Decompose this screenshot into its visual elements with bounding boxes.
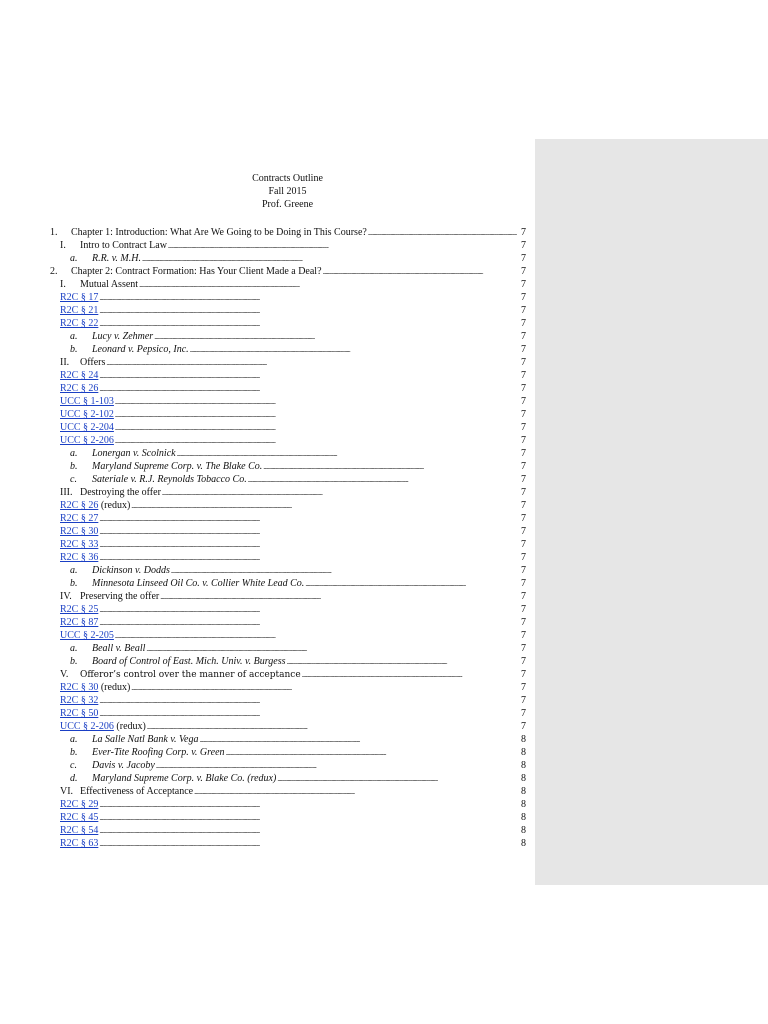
toc-entry-title	[60, 291, 98, 304]
toc-entry-text-line	[60, 317, 518, 331]
dot-leader	[162, 486, 517, 500]
toc-page-number: 8	[521, 812, 526, 823]
comment-margin-pane	[535, 139, 768, 885]
toc-page-number: 7	[521, 357, 526, 368]
toc-entry-title: Lonergan v. Scolnick	[92, 448, 176, 459]
toc-entry[interactable]	[50, 759, 526, 772]
dot-leader	[190, 343, 517, 357]
statute-link[interactable]: R2C § 36	[60, 552, 99, 563]
toc-link-row[interactable]	[50, 525, 526, 538]
toc-page-number: 7	[521, 409, 526, 420]
toc-entry-title	[60, 538, 98, 551]
dot-leader	[302, 668, 517, 682]
toc-entry-title	[60, 317, 98, 330]
toc-entry-title: Ever-Tite Roofing Corp. v. Green	[92, 747, 225, 758]
toc-link-row[interactable]	[50, 629, 526, 642]
toc-entry-title: Chapter 2: Contract Formation: Has Your Client Made a Deal?	[71, 266, 322, 277]
toc-entry-title	[60, 616, 98, 629]
toc-entry-text-line	[60, 603, 518, 617]
toc-entry-text-line	[92, 733, 518, 747]
statute-link[interactable]: R2C § 17	[60, 292, 99, 303]
toc-entry-text-line	[92, 655, 518, 669]
toc-entry-title	[60, 694, 98, 707]
toc-entry-title: Maryland Supreme Corp. v. The Blake Co.	[92, 461, 263, 472]
statute-link[interactable]: R2C § 30	[60, 682, 99, 693]
toc-entry-text-line	[60, 837, 518, 851]
statute-link[interactable]: UCC § 2-205	[60, 630, 114, 641]
toc-link-row[interactable]	[50, 512, 526, 525]
outline-professor: Prof. Greene	[261, 199, 314, 210]
toc-link-row[interactable]	[50, 369, 526, 382]
toc-entry-number: a.	[70, 734, 78, 745]
toc-entry-text-line	[80, 486, 518, 500]
toc-entry[interactable]	[50, 343, 526, 356]
toc-entry-number: I.	[60, 240, 66, 251]
toc-entry-title: Preserving the offer	[80, 591, 160, 602]
dot-leader	[99, 512, 517, 526]
toc-entry-title: Mutual Assent	[80, 279, 139, 290]
toc-entry-title	[60, 811, 98, 824]
toc-entry-number: IV.	[60, 591, 72, 602]
statute-link[interactable]: R2C § 30	[60, 526, 99, 537]
toc-page-number: 7	[521, 552, 526, 563]
toc-entry[interactable]	[50, 785, 526, 798]
toc-page-number: 7	[521, 331, 526, 342]
toc-entry-title: Offers	[80, 357, 106, 368]
dot-leader	[263, 460, 517, 474]
toc-entry-number: b.	[70, 461, 78, 472]
toc-entry-title: Chapter 1: Introduction: What Are We Going to be Doing in This Course?	[71, 227, 367, 238]
toc-page-number: 8	[521, 786, 526, 797]
toc-entry-text-line	[92, 746, 518, 760]
toc-page-number: 7	[521, 344, 526, 355]
toc-page-number: 7	[521, 474, 526, 485]
dot-leader	[99, 525, 517, 539]
toc-page-number: 7	[521, 266, 526, 277]
toc-entry[interactable]	[50, 460, 526, 473]
dot-leader	[154, 330, 517, 344]
toc-entry-number: b.	[70, 578, 78, 589]
dot-leader	[99, 707, 517, 721]
toc-entry-text-line	[71, 265, 518, 279]
toc-entry-number: 2.	[50, 266, 58, 277]
dot-leader	[323, 265, 517, 279]
toc-entry-text-line	[60, 538, 518, 552]
toc-entry-text-line	[80, 590, 518, 604]
toc-entry-title	[60, 512, 98, 525]
toc-link-row[interactable]	[50, 395, 526, 408]
toc-link-row[interactable]	[50, 382, 526, 395]
statute-link[interactable]: R2C § 26	[60, 383, 99, 394]
toc-entry[interactable]	[50, 447, 526, 460]
toc-entry[interactable]	[50, 473, 526, 486]
toc-entry-text-line	[80, 239, 518, 253]
toc-entry-title: Minnesota Linseed Oil Co. v. Collier White Lead Co.	[92, 578, 305, 589]
statute-link[interactable]: UCC § 2-204	[60, 422, 114, 433]
toc-link-row[interactable]	[50, 317, 526, 330]
dot-leader	[99, 538, 517, 552]
toc-entry-title: Effectiveness of Acceptance	[80, 786, 194, 797]
toc-link-row[interactable]	[50, 408, 526, 421]
dot-leader	[99, 304, 517, 318]
statute-link[interactable]: UCC § 2-206	[60, 721, 114, 732]
toc-entry-text-line	[60, 694, 518, 708]
toc-link-row[interactable]	[50, 720, 526, 733]
toc-entry-text-line	[80, 356, 518, 370]
toc-entry-suffix: (redux)	[98, 500, 131, 511]
toc-page-number: 8	[521, 838, 526, 849]
toc-page-number: 7	[521, 565, 526, 576]
statute-link[interactable]: R2C § 29	[60, 799, 99, 810]
toc-entry-text-line	[60, 369, 518, 383]
table-of-contents	[50, 226, 526, 850]
toc-entry[interactable]	[50, 265, 526, 278]
statute-link[interactable]: R2C § 87	[60, 617, 99, 628]
dot-leader	[171, 564, 517, 578]
toc-page-number: 7	[521, 500, 526, 511]
toc-entry-text-line	[60, 304, 518, 318]
toc-entry-title: La Salle Natl Bank v. Vega	[92, 734, 199, 745]
toc-entry-text-line	[60, 434, 518, 448]
toc-entry-title	[60, 525, 98, 538]
toc-entry[interactable]	[50, 356, 526, 369]
toc-link-row[interactable]	[50, 499, 526, 512]
toc-entry-text-line	[60, 395, 518, 409]
dot-leader	[156, 759, 517, 773]
toc-entry-number: b.	[70, 747, 78, 758]
toc-entry-text-line	[60, 681, 518, 695]
toc-entry[interactable]	[50, 226, 526, 239]
statute-link[interactable]: UCC § 1-103	[60, 396, 114, 407]
toc-entry-number: I.	[60, 279, 66, 290]
statute-link[interactable]: R2C § 21	[60, 305, 99, 316]
toc-entry-title: Intro to Contract Law	[80, 240, 167, 251]
toc-link-row[interactable]	[50, 811, 526, 824]
toc-entry[interactable]	[50, 278, 526, 291]
toc-page-number: 7	[521, 578, 526, 589]
toc-entry-number: II.	[60, 357, 70, 368]
toc-entry-number: b.	[70, 344, 78, 355]
toc-entry-title	[60, 681, 130, 694]
toc-link-row[interactable]	[50, 798, 526, 811]
toc-entry-text-line	[92, 759, 518, 773]
dot-leader	[99, 603, 517, 617]
toc-entry-text-line	[60, 811, 518, 825]
toc-entry-suffix: (redux)	[113, 721, 146, 732]
toc-entry-text-line	[92, 252, 518, 266]
toc-page-number: 7	[521, 305, 526, 316]
dot-leader	[168, 239, 517, 253]
toc-page-number: 8	[521, 760, 526, 771]
toc-entry[interactable]	[50, 239, 526, 252]
toc-page-number: 7	[521, 487, 526, 498]
dot-leader	[194, 785, 517, 799]
toc-entry-text-line	[92, 564, 518, 578]
toc-link-row[interactable]	[50, 421, 526, 434]
statute-link[interactable]: R2C § 50	[60, 708, 99, 719]
toc-entry-number: a.	[70, 253, 78, 264]
toc-page-number: 8	[521, 825, 526, 836]
toc-entry[interactable]	[50, 486, 526, 499]
toc-entry-title	[60, 720, 146, 733]
toc-entry[interactable]	[50, 330, 526, 343]
toc-entry-text-line	[92, 473, 518, 487]
toc-entry-number: VI.	[60, 786, 74, 797]
toc-entry-number: a.	[70, 331, 78, 342]
toc-page-number: 7	[521, 721, 526, 732]
toc-entry-number: d.	[70, 773, 78, 784]
toc-entry-number: c.	[70, 760, 77, 771]
toc-page-number: 7	[521, 370, 526, 381]
toc-entry-text-line	[92, 642, 518, 656]
toc-entry-title	[60, 629, 114, 642]
toc-entry-text-line	[92, 343, 518, 357]
toc-entry-title: R.R. v. M.H.	[92, 253, 141, 264]
toc-entry-title	[60, 369, 98, 382]
dot-leader	[146, 642, 517, 656]
dot-leader	[131, 681, 517, 695]
toc-link-row[interactable]	[50, 681, 526, 694]
toc-entry-text-line	[80, 785, 518, 799]
toc-entry-title: Destroying the offer	[80, 487, 161, 498]
toc-page-number: 8	[521, 747, 526, 758]
dot-leader	[99, 798, 517, 812]
toc-page-number: 8	[521, 773, 526, 784]
toc-page-number: 7	[521, 461, 526, 472]
toc-page-number: 7	[521, 682, 526, 693]
dot-leader	[99, 824, 517, 838]
statute-link[interactable]: R2C § 27	[60, 513, 99, 524]
toc-entry-text-line	[60, 707, 518, 721]
toc-entry-title	[60, 304, 98, 317]
dot-leader	[277, 772, 517, 786]
dot-leader	[99, 317, 517, 331]
toc-entry[interactable]	[50, 772, 526, 785]
toc-entry-number: 1.	[50, 227, 58, 238]
toc-entry-text-line	[92, 447, 518, 461]
toc-page-number: 7	[521, 539, 526, 550]
toc-link-row[interactable]	[50, 603, 526, 616]
toc-entry-text-line	[80, 668, 518, 682]
toc-entry-suffix: (redux)	[98, 682, 131, 693]
toc-link-row[interactable]	[50, 304, 526, 317]
toc-link-row[interactable]	[50, 837, 526, 850]
statute-link[interactable]: R2C § 25	[60, 604, 99, 615]
toc-page-number: 7	[521, 292, 526, 303]
dot-leader	[99, 291, 517, 305]
toc-entry-number: a.	[70, 448, 78, 459]
statute-link[interactable]: R2C § 32	[60, 695, 99, 706]
toc-entry-title: Beall v. Beall	[92, 643, 146, 654]
toc-entry-title: Maryland Supreme Corp. v. Blake Co. (redux)	[92, 773, 277, 784]
dot-leader	[177, 447, 517, 461]
toc-link-row[interactable]	[50, 434, 526, 447]
toc-page-number: 7	[521, 656, 526, 667]
toc-entry-title	[60, 382, 98, 395]
dot-leader	[142, 252, 517, 266]
toc-entry[interactable]	[50, 590, 526, 603]
toc-entry-title	[60, 824, 98, 837]
toc-entry-title	[60, 434, 114, 447]
toc-page-number: 8	[521, 734, 526, 745]
toc-page-number: 7	[521, 695, 526, 706]
toc-entry[interactable]	[50, 655, 526, 668]
toc-entry-title: Sateriale v. R.J. Reynolds Tobacco Co.	[92, 474, 247, 485]
toc-entry-text-line	[60, 499, 518, 513]
toc-entry-number: V.	[60, 669, 69, 680]
toc-page-number: 7	[521, 604, 526, 615]
toc-entry-text-line	[60, 551, 518, 565]
outline-term: Fall 2015	[268, 186, 307, 197]
toc-link-row[interactable]	[50, 707, 526, 720]
toc-entry-title	[60, 837, 98, 850]
toc-link-row[interactable]	[50, 824, 526, 837]
dot-leader	[199, 733, 517, 747]
toc-link-row[interactable]	[50, 538, 526, 551]
toc-entry-title	[60, 798, 98, 811]
toc-page-number: 7	[521, 240, 526, 251]
toc-entry-title	[60, 603, 98, 616]
dot-leader	[99, 837, 517, 851]
dot-leader	[305, 577, 517, 591]
toc-entry-title: Lucy v. Zehmer	[92, 331, 154, 342]
toc-entry-text-line	[60, 720, 518, 734]
toc-entry[interactable]	[50, 642, 526, 655]
statute-link[interactable]: UCC § 2-206	[60, 435, 114, 446]
dot-leader	[99, 616, 517, 630]
toc-entry-text-line	[92, 577, 518, 591]
toc-entry[interactable]	[50, 577, 526, 590]
toc-page-number: 7	[521, 435, 526, 446]
outline-title: Contracts Outline	[252, 173, 323, 184]
toc-entry-title: Board of Control of East. Mich. Univ. v. Burgess	[92, 656, 286, 667]
statute-link[interactable]: R2C § 22	[60, 318, 99, 329]
toc-link-row[interactable]	[50, 616, 526, 629]
statute-link[interactable]: R2C § 63	[60, 838, 99, 849]
toc-page-number: 7	[521, 630, 526, 641]
toc-page-number: 7	[521, 227, 526, 238]
toc-link-row[interactable]	[50, 551, 526, 564]
toc-entry-title: Dickinson v. Dodds	[92, 565, 170, 576]
toc-page-number: 7	[521, 669, 526, 680]
toc-entry-text-line	[60, 408, 518, 422]
dot-leader	[99, 694, 517, 708]
toc-page-number: 7	[521, 422, 526, 433]
dot-leader	[106, 356, 517, 370]
toc-entry[interactable]	[50, 746, 526, 759]
statute-link[interactable]: R2C § 26	[60, 500, 99, 511]
toc-entry-text-line	[60, 525, 518, 539]
toc-page-number: 7	[521, 396, 526, 407]
toc-entry-number: a.	[70, 643, 78, 654]
toc-entry-title: Offeror’s control over the manner of acceptance	[80, 670, 301, 680]
toc-entry[interactable]	[50, 564, 526, 577]
toc-page-number: 7	[521, 526, 526, 537]
toc-page-number: 7	[521, 513, 526, 524]
toc-page-number: 7	[521, 708, 526, 719]
toc-entry-text-line	[60, 629, 518, 643]
toc-entry-text-line	[92, 330, 518, 344]
toc-entry-title	[60, 395, 114, 408]
toc-entry-number: III.	[60, 487, 73, 498]
dot-leader	[115, 395, 517, 409]
toc-entry-text-line	[60, 798, 518, 812]
dot-leader	[115, 421, 517, 435]
dot-leader	[99, 551, 517, 565]
toc-page-number: 7	[521, 253, 526, 264]
toc-entry-title: Davis v. Jacoby	[92, 760, 155, 771]
dot-leader	[115, 629, 517, 643]
toc-entry[interactable]	[50, 733, 526, 746]
toc-entry-number: b.	[70, 656, 78, 667]
dot-leader	[160, 590, 517, 604]
toc-entry-title	[60, 421, 114, 434]
toc-page-number: 7	[521, 383, 526, 394]
dot-leader	[99, 811, 517, 825]
toc-page-number: 7	[521, 591, 526, 602]
toc-entry[interactable]	[50, 252, 526, 265]
statute-link[interactable]: R2C § 33	[60, 539, 99, 550]
toc-entry[interactable]	[50, 668, 526, 681]
toc-entry-text-line	[60, 512, 518, 526]
dot-leader	[248, 473, 517, 487]
statute-link[interactable]: UCC § 2-102	[60, 409, 114, 420]
toc-page-number: 7	[521, 643, 526, 654]
dot-leader	[226, 746, 517, 760]
toc-entry-text-line	[60, 421, 518, 435]
toc-entry-text-line	[92, 460, 518, 474]
statute-link[interactable]: R2C § 54	[60, 825, 99, 836]
statute-link[interactable]: R2C § 24	[60, 370, 99, 381]
toc-entry-text-line	[80, 278, 518, 292]
toc-entry-text-line	[92, 772, 518, 786]
toc-entry-number: c.	[70, 474, 77, 485]
dot-leader	[99, 369, 517, 383]
toc-entry-title: Leonard v. Pepsico, Inc.	[92, 344, 189, 355]
toc-entry-text-line	[60, 382, 518, 396]
dot-leader	[131, 499, 517, 513]
toc-page-number: 7	[521, 279, 526, 290]
toc-entry-text-line	[60, 616, 518, 630]
dot-leader	[287, 655, 517, 669]
dot-leader	[115, 408, 517, 422]
dot-leader	[99, 382, 517, 396]
toc-entry-text-line	[71, 226, 518, 240]
dot-leader	[115, 434, 517, 448]
toc-entry-title	[60, 499, 130, 512]
toc-entry-number: a.	[70, 565, 78, 576]
toc-entry-title	[60, 551, 98, 564]
toc-page-number: 7	[521, 448, 526, 459]
dot-leader	[139, 278, 517, 292]
toc-entry-text-line	[60, 824, 518, 838]
toc-link-row[interactable]	[50, 291, 526, 304]
statute-link[interactable]: R2C § 45	[60, 812, 99, 823]
toc-link-row[interactable]	[50, 694, 526, 707]
toc-page-number: 7	[521, 318, 526, 329]
toc-entry-text-line	[60, 291, 518, 305]
toc-entry-title	[60, 408, 114, 421]
toc-page-number: 7	[521, 617, 526, 628]
dot-leader	[368, 226, 517, 240]
toc-entry-title	[60, 707, 98, 720]
dot-leader	[147, 720, 517, 734]
toc-page-number: 8	[521, 799, 526, 810]
